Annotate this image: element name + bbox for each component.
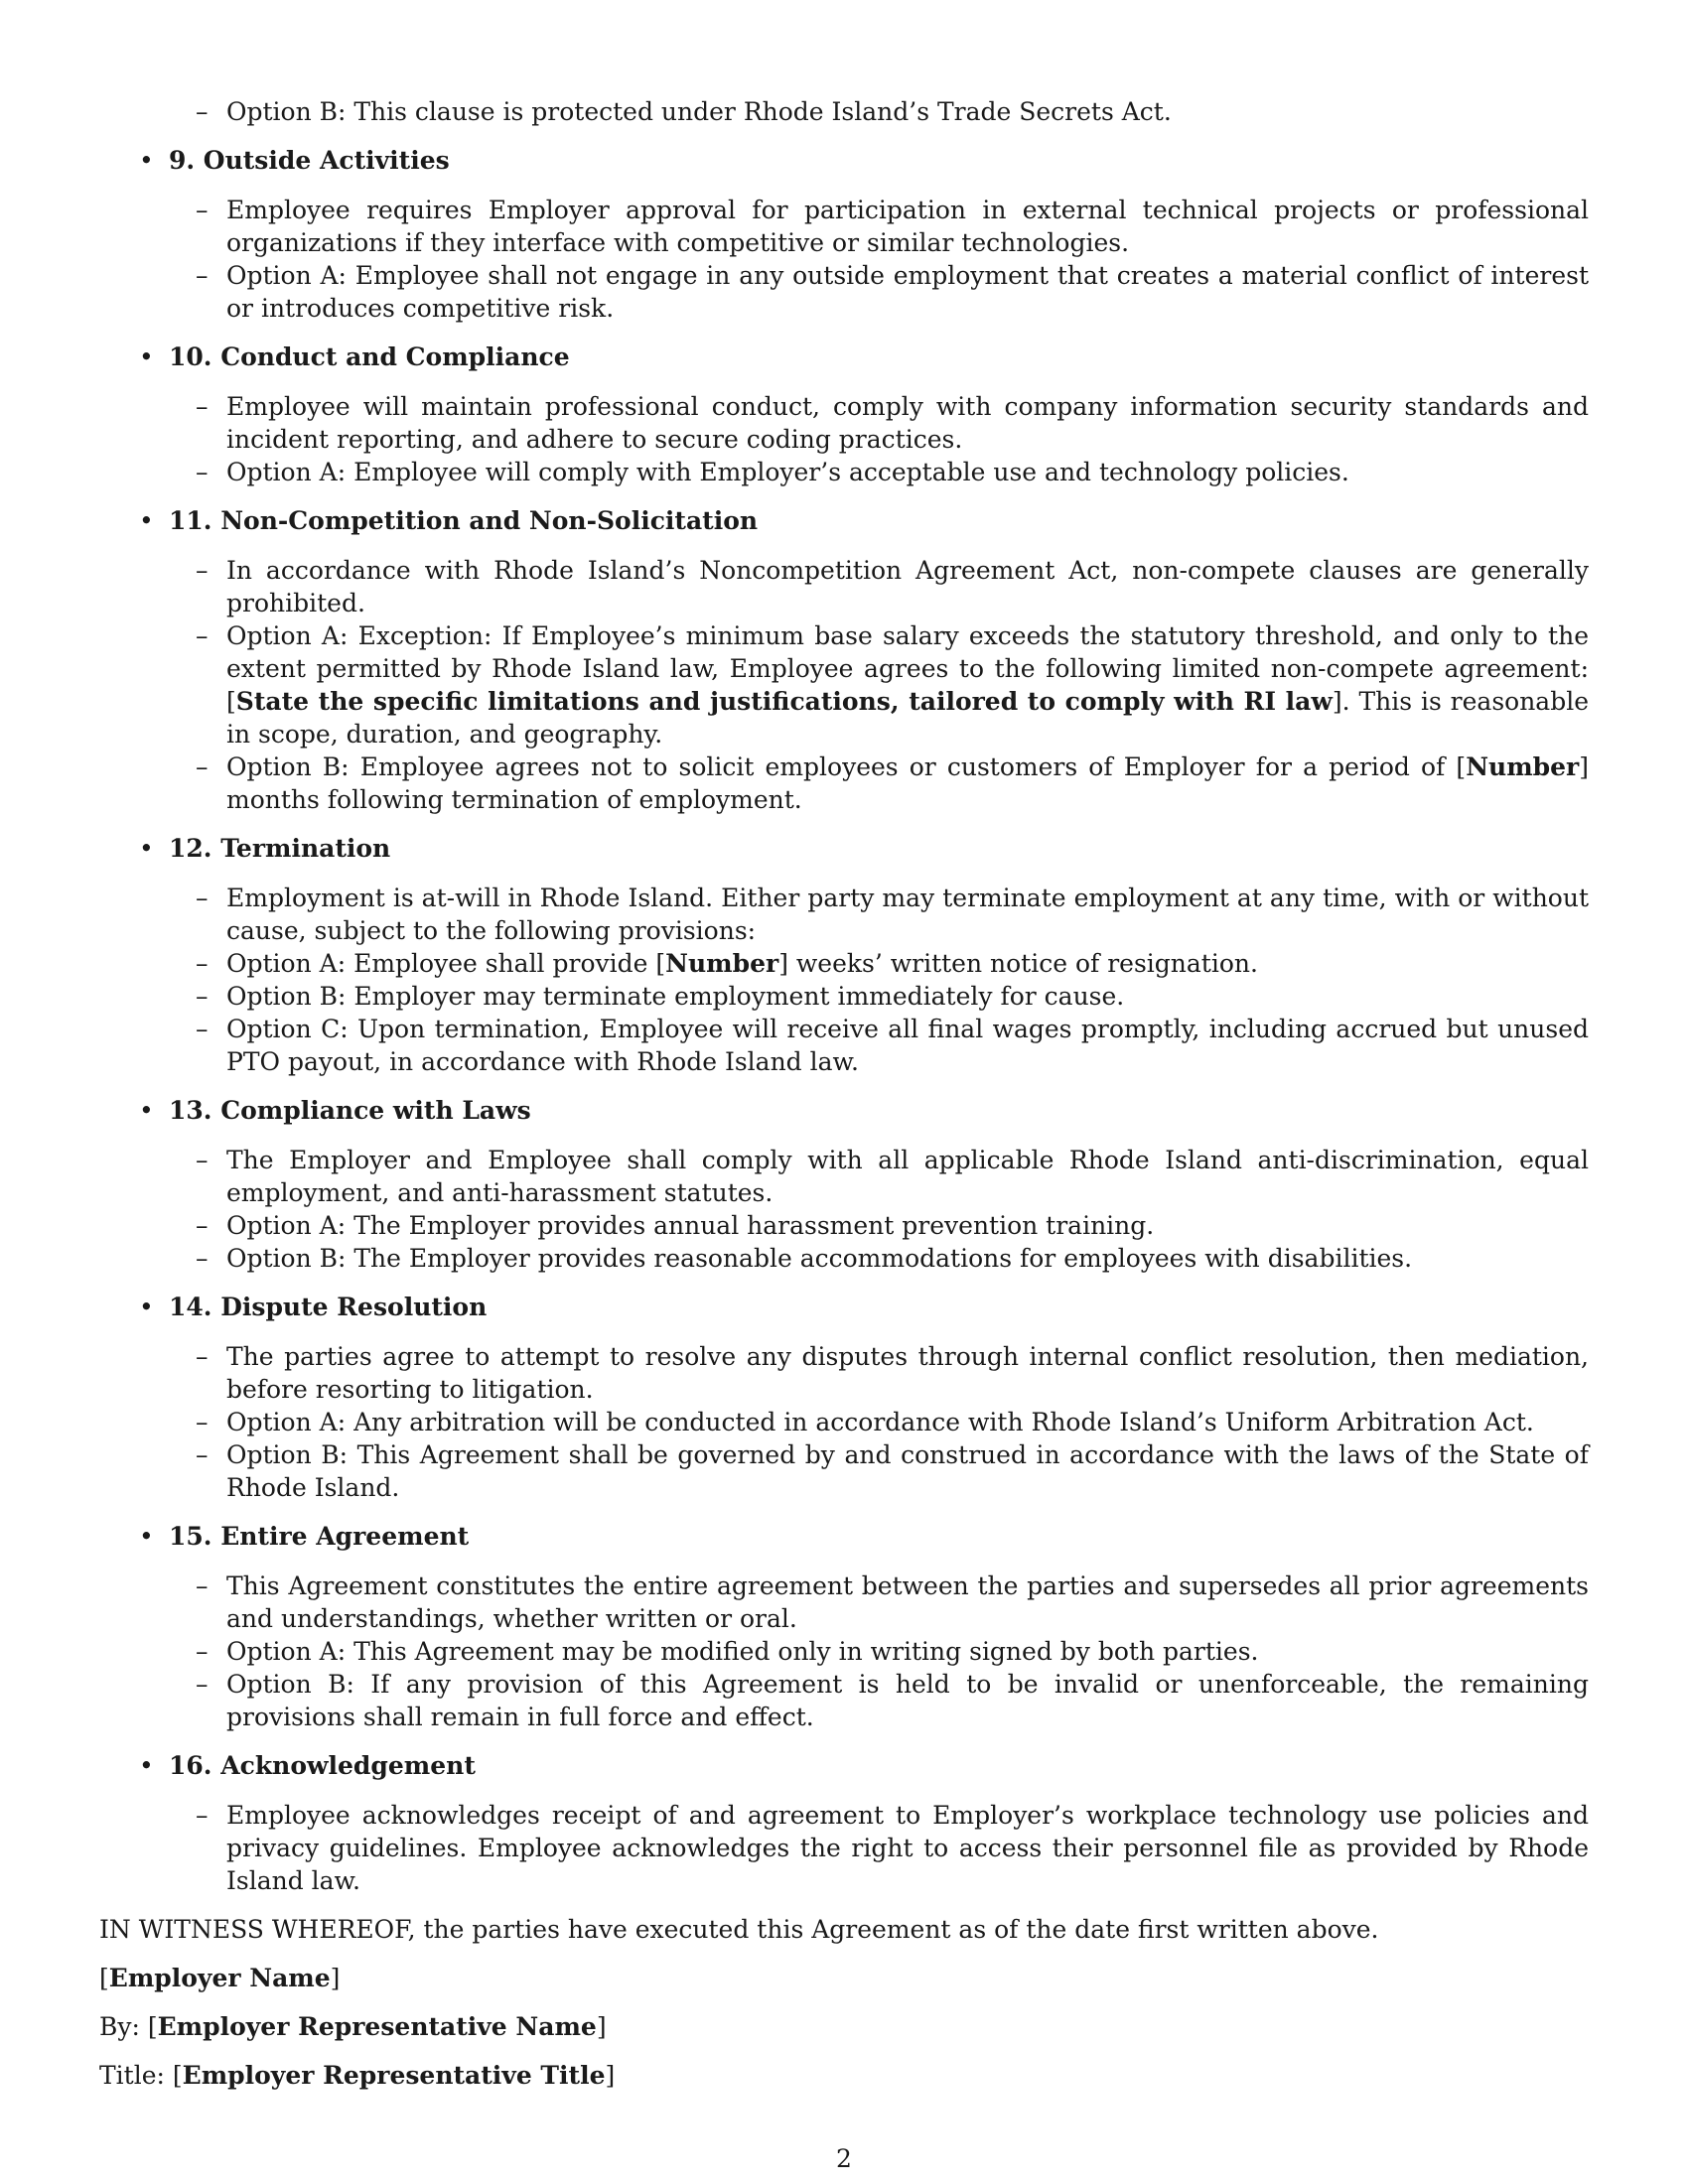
bullet-marker: • bbox=[139, 146, 154, 175]
dash-marker: – bbox=[196, 1637, 209, 1666]
placeholder-text: Number bbox=[1466, 752, 1580, 781]
section-items bbox=[99, 390, 1589, 488]
section-items bbox=[99, 194, 1589, 325]
item-text: Option B: The Employer provides reasonable accommodations for employees with disabilities. bbox=[226, 1244, 1413, 1273]
item-text: The parties agree to attempt to resolve any disputes through internal conflict resolution, then mediation, before resorting to litigation. bbox=[226, 1342, 1589, 1404]
item-text: Option A: Any arbitration will be conducted in accordance with Rhode Island’s Uniform Arbitration Act. bbox=[226, 1408, 1534, 1436]
employer-name-line: [Employer Name] bbox=[99, 1964, 341, 1992]
signature-block bbox=[99, 1913, 1589, 2092]
item-text: In accordance with Rhode Island’s Noncompetition Agreement Act, non-compete clauses are generally prohibited. bbox=[226, 556, 1589, 617]
lead-item-text: Option B: This clause is protected under Rhode Island’s Trade Secrets Act. bbox=[226, 97, 1172, 126]
list-item bbox=[99, 1013, 1589, 1078]
section-title-text: 10. Conduct and Compliance bbox=[169, 342, 570, 371]
list-item bbox=[99, 1635, 1589, 1668]
section bbox=[99, 144, 1589, 325]
list-item bbox=[99, 980, 1589, 1013]
section-title-text: 15. Entire Agreement bbox=[169, 1522, 470, 1551]
list-item bbox=[99, 1570, 1589, 1635]
section-title bbox=[99, 832, 1589, 865]
section-title-text: 9. Outside Activities bbox=[169, 146, 450, 175]
item-text: ]. This is reasonable in scope, duration, and geography. bbox=[226, 687, 1589, 749]
list-item bbox=[99, 554, 1589, 619]
dash-marker: – bbox=[196, 752, 209, 781]
section bbox=[99, 504, 1589, 816]
item-text: Option A: Employee will comply with Employer’s acceptable use and technology policies. bbox=[226, 458, 1349, 486]
by-label: By: bbox=[99, 2012, 140, 2041]
section bbox=[99, 832, 1589, 1078]
item-text: Option A: Employee shall not engage in any outside employment that creates a material conflict of interest or introduces competitive risk. bbox=[226, 261, 1589, 323]
list-item bbox=[99, 456, 1589, 488]
dash-marker: – bbox=[196, 621, 209, 650]
dash-marker: – bbox=[196, 949, 209, 978]
dash-marker: – bbox=[196, 1440, 209, 1469]
placeholder-text: State the specific limitations and justifications, tailored to comply with RI law bbox=[235, 687, 1333, 716]
section-title bbox=[99, 1749, 1589, 1782]
section-title bbox=[99, 341, 1589, 373]
section-title-text: 11. Non-Competition and Non-Solicitation bbox=[169, 506, 759, 535]
dash-marker: – bbox=[196, 261, 209, 290]
list-item bbox=[99, 390, 1589, 456]
item-text: Option B: This Agreement shall be governed by and construed in accordance with the laws of the State of Rhode Island. bbox=[226, 1440, 1589, 1502]
section bbox=[99, 1520, 1589, 1733]
item-text: Employment is at-will in Rhode Island. Either party may terminate employment at any time, with or without cause, subject to the following provisions: bbox=[226, 884, 1589, 945]
item-text: Employee will maintain professional conduct, comply with company information security standards and incident reporting, and adhere to secure coding practices. bbox=[226, 392, 1589, 454]
dash-marker: – bbox=[196, 1146, 209, 1174]
section-title-text: 14. Dispute Resolution bbox=[169, 1293, 488, 1321]
dash-marker: – bbox=[196, 97, 209, 126]
list-item bbox=[99, 1438, 1589, 1504]
rep-name-placeholder: Employer Representative Name bbox=[157, 2012, 597, 2041]
witness-statement: IN WITNESS WHEREOF, the parties have executed this Agreement as of the date first written above. bbox=[99, 1915, 1379, 1944]
section-title bbox=[99, 1291, 1589, 1323]
section-title bbox=[99, 1094, 1589, 1127]
section-title-text: 13. Compliance with Laws bbox=[169, 1096, 531, 1125]
page-number: 2 bbox=[836, 2144, 852, 2173]
section-items bbox=[99, 1570, 1589, 1733]
sections-list bbox=[99, 144, 1589, 1897]
dash-marker: – bbox=[196, 392, 209, 421]
section-title-text: 12. Termination bbox=[169, 834, 391, 863]
section-items bbox=[99, 554, 1589, 816]
item-text: The Employer and Employee shall comply with all applicable Rhode Island anti-discrimination, equal employment, and anti-harassment statutes. bbox=[226, 1146, 1589, 1207]
section-items bbox=[99, 1799, 1589, 1897]
dash-marker: – bbox=[196, 458, 209, 486]
bullet-marker: • bbox=[139, 834, 154, 863]
list-item bbox=[99, 1799, 1589, 1897]
placeholder-text: Number bbox=[665, 949, 779, 978]
dash-marker: – bbox=[196, 982, 209, 1011]
list-item bbox=[99, 1144, 1589, 1209]
section bbox=[99, 341, 1589, 488]
item-text: Option A: Employee shall provide [ bbox=[226, 949, 666, 978]
item-text: Option B: Employee agrees not to solicit employees or customers of Employer for a period of [ bbox=[226, 752, 1467, 781]
item-text: Employee requires Employer approval for participation in external technical projects or professional organizations if they interface with competitive or similar technologies. bbox=[226, 196, 1589, 257]
list-item bbox=[99, 882, 1589, 947]
section bbox=[99, 1749, 1589, 1897]
list-item bbox=[99, 95, 1589, 128]
dash-marker: – bbox=[196, 1015, 209, 1043]
item-text: ] months following termination of employment. bbox=[226, 752, 1589, 814]
dash-marker: – bbox=[196, 196, 209, 224]
dash-marker: – bbox=[196, 1342, 209, 1371]
section-title bbox=[99, 144, 1589, 177]
item-text: ] weeks’ written notice of resignation. bbox=[778, 949, 1258, 978]
employer-name-placeholder: Employer Name bbox=[108, 1964, 331, 1992]
list-item bbox=[99, 1242, 1589, 1275]
section-title bbox=[99, 1520, 1589, 1553]
dash-marker: – bbox=[196, 884, 209, 912]
item-text: This Agreement constitutes the entire agreement between the parties and supersedes all prior agreements and understandings, whether written or oral. bbox=[226, 1571, 1589, 1633]
item-text: Option A: This Agreement may be modified only in writing signed by both parties. bbox=[226, 1637, 1259, 1666]
rep-title-placeholder: Employer Representative Title bbox=[182, 2061, 606, 2090]
item-text: Option A: Exception: If Employee’s minimum base salary exceeds the statutory threshold, and only to the extent permitted by Rhode Island law, Employee agrees to the following limited non-compete agreement: [ bbox=[226, 621, 1589, 716]
bullet-marker: • bbox=[139, 342, 154, 371]
bullet-marker: • bbox=[139, 1751, 154, 1780]
title-line: Title: [Employer Representative Title] bbox=[99, 2061, 616, 2090]
section-items bbox=[99, 1144, 1589, 1275]
item-text: Option B: Employer may terminate employment immediately for cause. bbox=[226, 982, 1125, 1011]
section-title-text: 16. Acknowledgement bbox=[169, 1751, 476, 1780]
section-title bbox=[99, 504, 1589, 537]
list-item bbox=[99, 947, 1589, 980]
bullet-marker: • bbox=[139, 1522, 154, 1551]
by-line: By: [Employer Representative Name] bbox=[99, 2012, 607, 2041]
section bbox=[99, 1291, 1589, 1504]
bullet-marker: • bbox=[139, 506, 154, 535]
dash-marker: – bbox=[196, 1670, 209, 1699]
list-item bbox=[99, 619, 1589, 751]
list-item bbox=[99, 259, 1589, 325]
list-item bbox=[99, 194, 1589, 259]
dash-marker: – bbox=[196, 1211, 209, 1240]
list-item bbox=[99, 1668, 1589, 1733]
dash-marker: – bbox=[196, 556, 209, 585]
dash-marker: – bbox=[196, 1801, 209, 1830]
list-item bbox=[99, 1406, 1589, 1438]
list-item bbox=[99, 1340, 1589, 1406]
bullet-marker: • bbox=[139, 1293, 154, 1321]
item-text: Option A: The Employer provides annual harassment prevention training. bbox=[226, 1211, 1155, 1240]
dash-marker: – bbox=[196, 1571, 209, 1600]
document-page bbox=[99, 95, 1589, 2108]
dash-marker: – bbox=[196, 1244, 209, 1273]
title-label: Title: bbox=[99, 2061, 165, 2090]
section-items bbox=[99, 882, 1589, 1078]
list-item bbox=[99, 1209, 1589, 1242]
bullet-marker: • bbox=[139, 1096, 154, 1125]
list-item bbox=[99, 751, 1589, 816]
item-text: Option C: Upon termination, Employee will receive all final wages promptly, including accrued but unused PTO payout, in accordance with Rhode Island law. bbox=[226, 1015, 1589, 1076]
item-text: Option B: If any provision of this Agreement is held to be invalid or unenforceable, the remaining provisions shall remain in full force and effect. bbox=[226, 1670, 1589, 1731]
item-text: Employee acknowledges receipt of and agreement to Employer’s workplace technology use policies and privacy guidelines. Employee acknowledges the right to access their personnel file as provided by Rhode Island law. bbox=[226, 1801, 1589, 1895]
section-items bbox=[99, 1340, 1589, 1504]
dash-marker: – bbox=[196, 1408, 209, 1436]
section bbox=[99, 1094, 1589, 1275]
